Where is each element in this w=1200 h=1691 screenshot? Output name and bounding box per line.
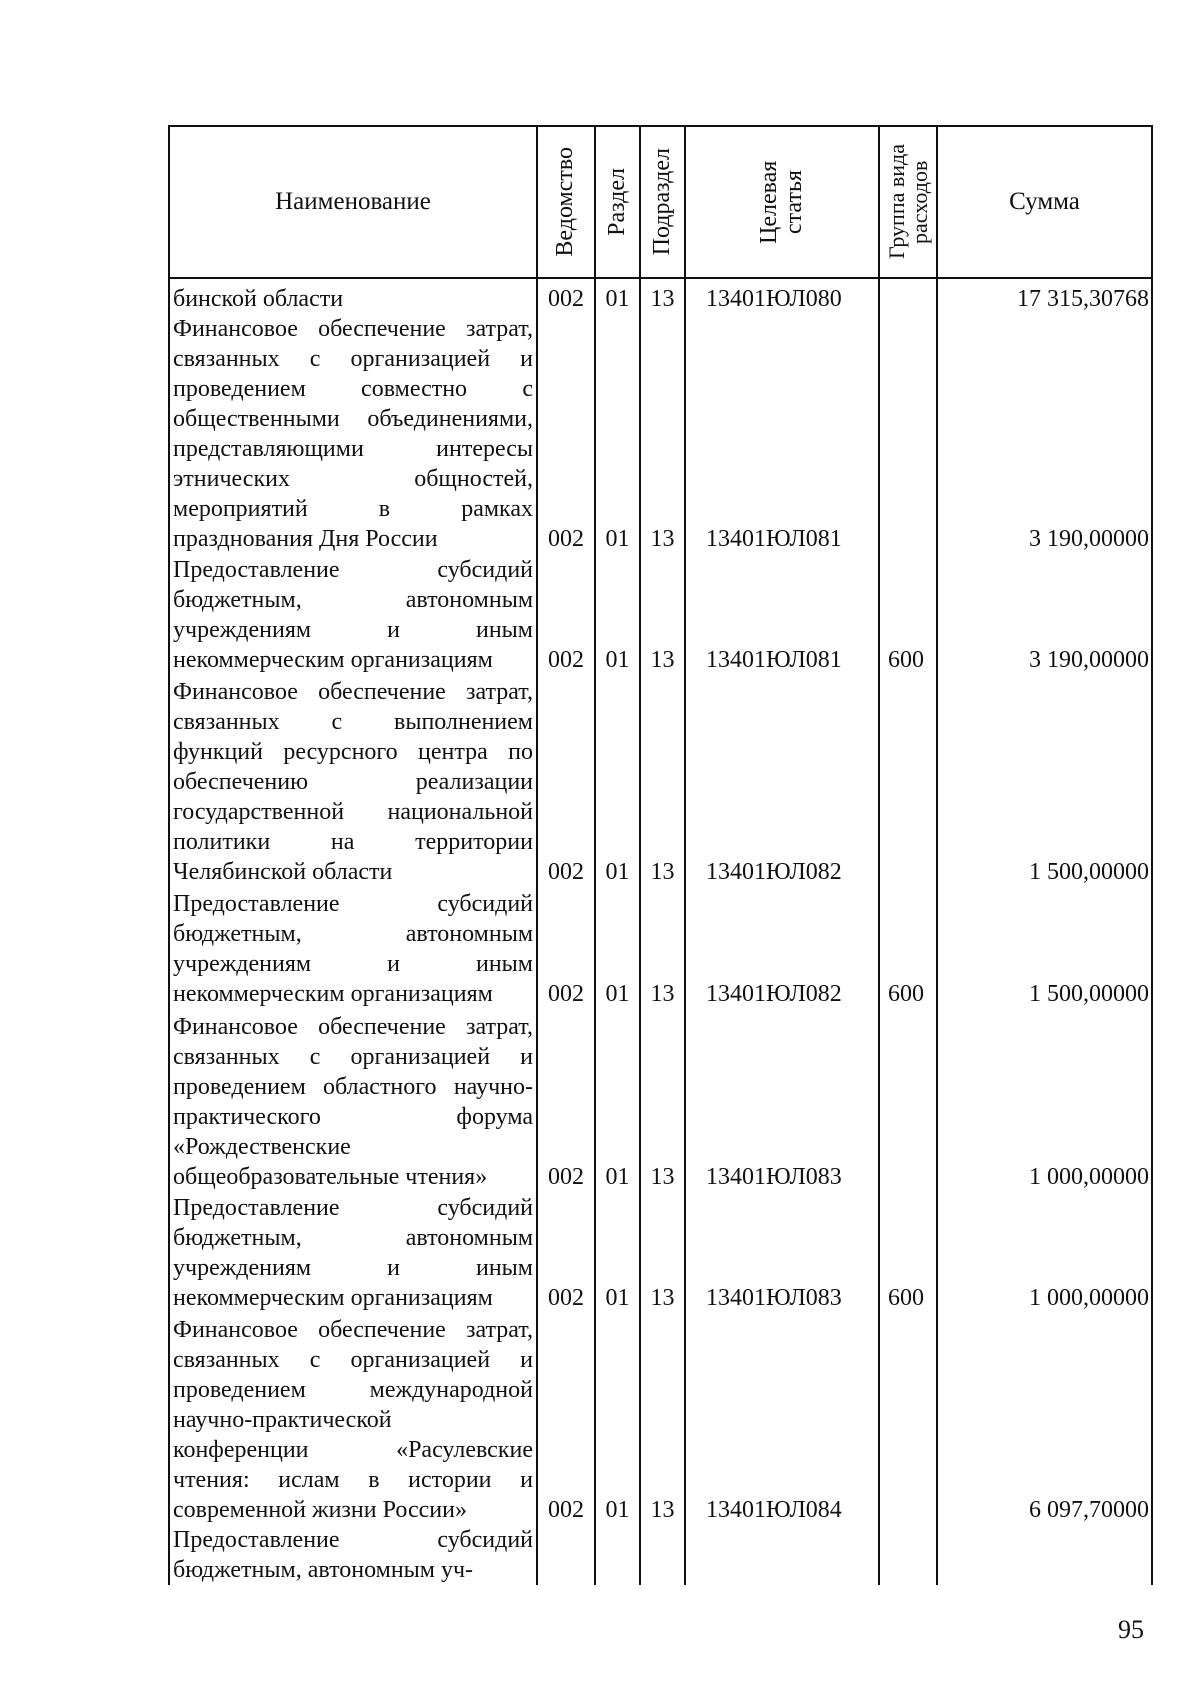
header-name: Наименование <box>169 126 537 278</box>
row-razdel: 01 <box>595 675 640 887</box>
row-sum: 17 315,30768 <box>937 278 1152 314</box>
header-razdel: Раздел <box>595 126 640 278</box>
row-name: Предоставление субсидий бюджетным, автономным учреждениям и иным некоммерческим организациям <box>169 887 537 1008</box>
row-expense-group: 600 <box>879 887 937 1008</box>
header-vedomstvo: Ведомство <box>537 126 595 278</box>
row-expense-group: 600 <box>879 1192 937 1313</box>
table-row <box>169 675 1152 887</box>
row-name: Финансовое обеспечение затрат, связанных с выполнением функций ресурсного центра по обеспечению реализации государственной национальной политики на территории Челябинской области <box>169 675 537 887</box>
row-vedomstvo: 002 <box>537 278 595 314</box>
row-expense-group <box>879 1525 937 1585</box>
row-expense-group <box>879 1313 937 1525</box>
row-sum: 1 500,00000 <box>937 887 1152 1008</box>
row-target-article: 13401ЮЛ080 <box>685 278 879 314</box>
row-razdel: 01 <box>595 1192 640 1313</box>
row-sum: 3 190,00000 <box>937 314 1152 554</box>
row-razdel <box>595 1525 640 1585</box>
row-name: Предоставление субсидий бюджетным, автономным уч- <box>169 1525 537 1585</box>
row-podrazdel: 13 <box>640 314 685 554</box>
row-expense-group <box>879 1009 937 1192</box>
row-sum: 1 000,00000 <box>937 1192 1152 1313</box>
row-target-article: 13401ЮЛ082 <box>685 887 879 1008</box>
header-gruppa: Группа вида расходов <box>879 126 937 278</box>
header-summa: Сумма <box>937 126 1152 278</box>
row-razdel: 01 <box>595 314 640 554</box>
row-expense-group: 600 <box>879 554 937 675</box>
row-name: Предоставление субсидий бюджетным, автономным учреждениям и иным некоммерческим организациям <box>169 1192 537 1313</box>
table-row <box>169 554 1152 675</box>
row-vedomstvo: 002 <box>537 675 595 887</box>
row-sum: 3 190,00000 <box>937 554 1152 675</box>
row-vedomstvo: 002 <box>537 887 595 1008</box>
row-podrazdel: 13 <box>640 554 685 675</box>
row-expense-group <box>879 675 937 887</box>
row-name: бинской области <box>169 278 537 314</box>
row-razdel: 01 <box>595 1313 640 1525</box>
row-razdel: 01 <box>595 278 640 314</box>
table-row <box>169 887 1152 1008</box>
header-row <box>169 126 1152 278</box>
table-row <box>169 1192 1152 1313</box>
row-podrazdel <box>640 1525 685 1585</box>
row-podrazdel: 13 <box>640 1009 685 1192</box>
row-target-article: 13401ЮЛ081 <box>685 314 879 554</box>
row-podrazdel: 13 <box>640 675 685 887</box>
row-podrazdel: 13 <box>640 1313 685 1525</box>
budget-table <box>168 125 1153 1585</box>
row-name: Финансовое обеспечение затрат, связанных с организацией и проведением совместно с общественными объединениями, представляющими интересы этнических общностей, мероприятий в рамках празднования Дня России <box>169 314 537 554</box>
row-name: Финансовое обеспечение затрат, связанных с организацией и проведением международной научно-практической конференции «Расулевские чтения: ислам в истории и современной жизни России» <box>169 1313 537 1525</box>
row-target-article: 13401ЮЛ083 <box>685 1009 879 1192</box>
table-row <box>169 1009 1152 1192</box>
row-sum: 1 000,00000 <box>937 1009 1152 1192</box>
row-razdel: 01 <box>595 887 640 1008</box>
header-celevaya: Целевая статья <box>685 126 879 278</box>
row-vedomstvo <box>537 1525 595 1585</box>
row-expense-group <box>879 278 937 314</box>
row-target-article <box>685 1525 879 1585</box>
row-vedomstvo: 002 <box>537 1009 595 1192</box>
row-name: Финансовое обеспечение затрат, связанных с организацией и проведением областного научно-практического форума «Рождественские общеобразовательные чтения» <box>169 1009 537 1192</box>
row-podrazdel: 13 <box>640 887 685 1008</box>
row-target-article: 13401ЮЛ081 <box>685 554 879 675</box>
row-expense-group <box>879 314 937 554</box>
row-sum <box>937 1525 1152 1585</box>
row-vedomstvo: 002 <box>537 1192 595 1313</box>
row-podrazdel: 13 <box>640 278 685 314</box>
row-vedomstvo: 002 <box>537 1313 595 1525</box>
row-vedomstvo: 002 <box>537 554 595 675</box>
row-razdel: 01 <box>595 1009 640 1192</box>
table-row <box>169 314 1152 554</box>
table-row <box>169 1525 1152 1585</box>
row-name: Предоставление субсидий бюджетным, автономным учреждениям и иным некоммерческим организациям <box>169 554 537 675</box>
table-row <box>169 278 1152 314</box>
row-sum: 1 500,00000 <box>937 675 1152 887</box>
row-target-article: 13401ЮЛ084 <box>685 1313 879 1525</box>
row-target-article: 13401ЮЛ082 <box>685 675 879 887</box>
table-row <box>169 1313 1152 1525</box>
row-podrazdel: 13 <box>640 1192 685 1313</box>
row-razdel: 01 <box>595 554 640 675</box>
page-number: 95 <box>1118 1615 1144 1644</box>
row-sum: 6 097,70000 <box>937 1313 1152 1525</box>
row-target-article: 13401ЮЛ083 <box>685 1192 879 1313</box>
row-vedomstvo: 002 <box>537 314 595 554</box>
header-podrazdel: Подраздел <box>640 126 685 278</box>
